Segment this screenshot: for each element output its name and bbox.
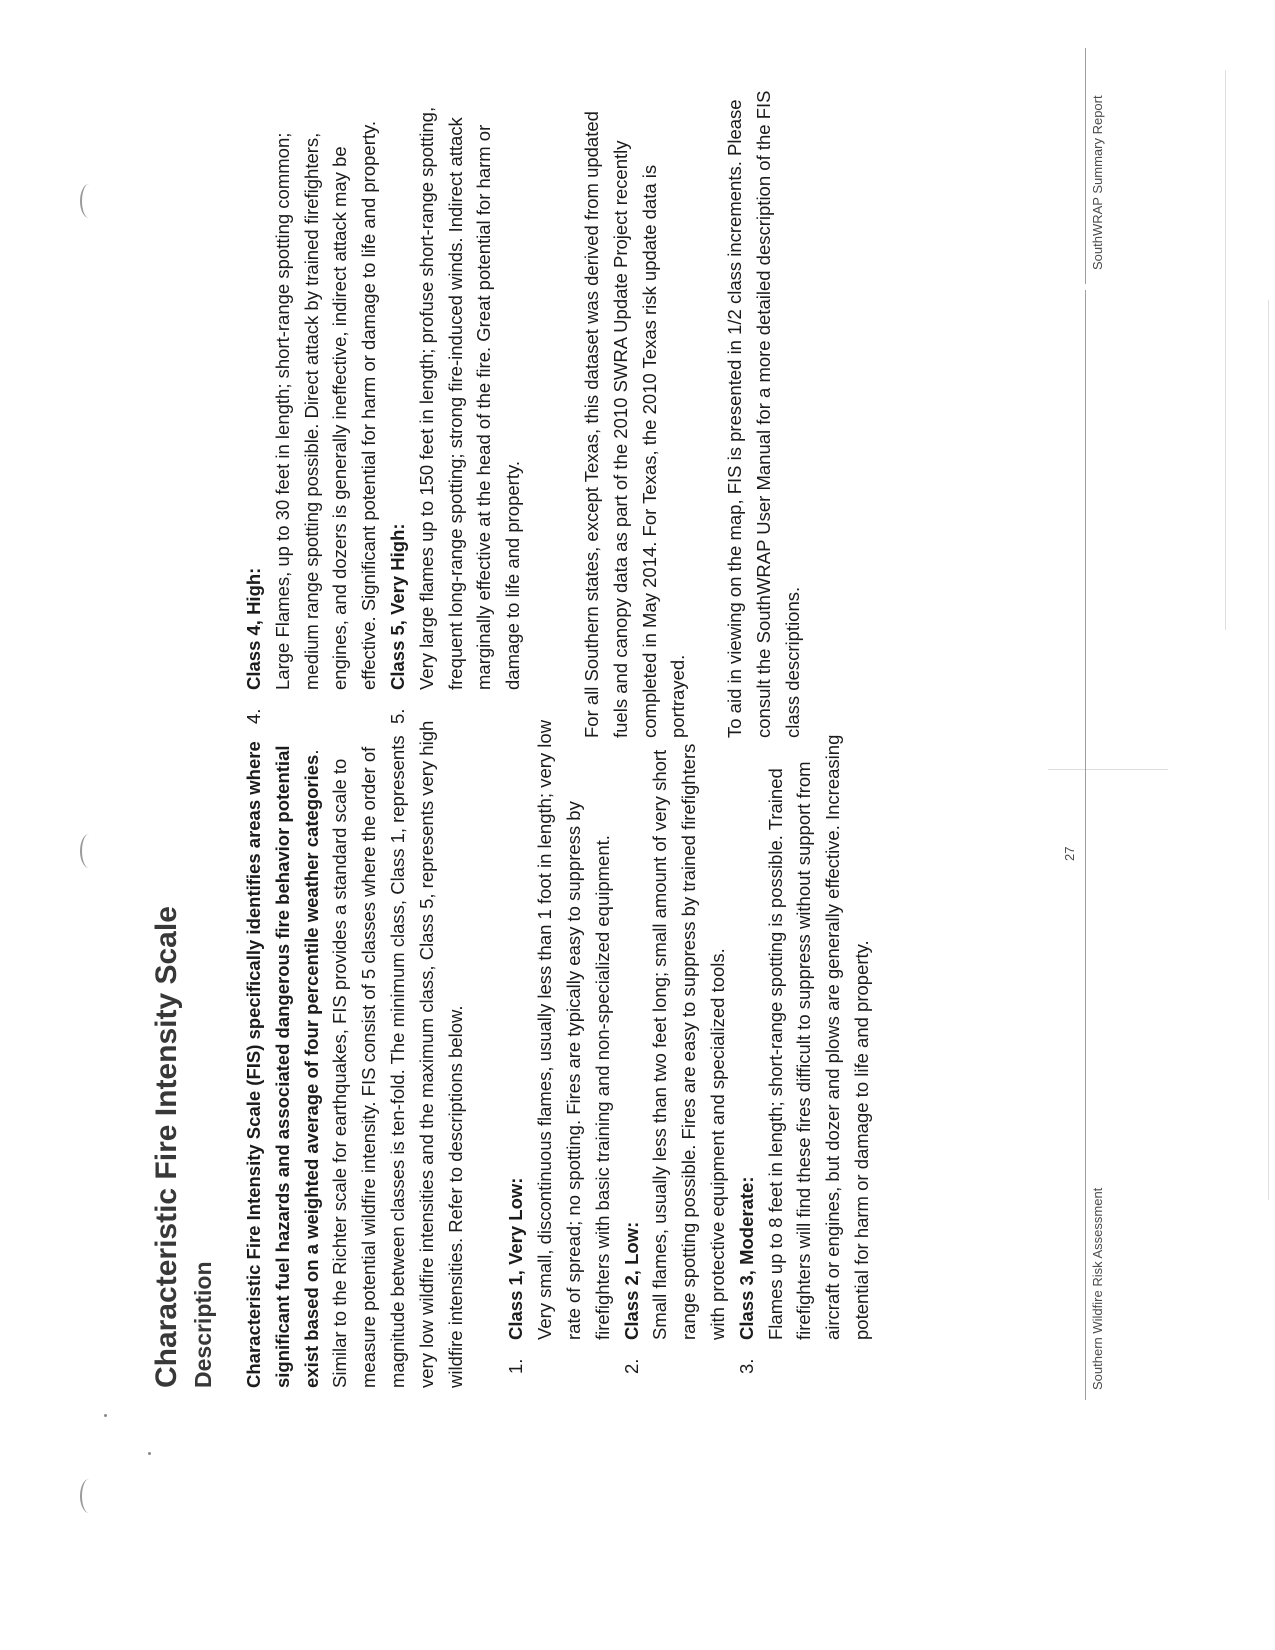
footer-rule-left <box>1085 290 1086 1400</box>
footer-right-label: SouthWRAP Summary Report <box>1090 95 1105 270</box>
list-number: 3. <box>735 1358 757 1374</box>
class-title: Class 2, Low: <box>620 1221 642 1340</box>
data-source-paragraph: For all Southern states, except Texas, this dataset was derived from updated fuels and canopy data as part of the 2010 SWRA Update Project recently completed in May 2014. For Texas, the 2010 Texas risk update data is portrayed. <box>580 111 689 738</box>
class-title: Class 1, Very Low: <box>505 1177 527 1340</box>
right-column <box>240 83 808 738</box>
scan-edge-line <box>1268 300 1269 1200</box>
scan-speck <box>148 1452 151 1455</box>
list-number: 1. <box>505 1358 527 1374</box>
scan-edge-line <box>1225 70 1226 630</box>
fis-class-list <box>502 716 876 1388</box>
footer-rule-right <box>1085 48 1086 284</box>
class-description: Small flames, usually less than two feet long; small amount of very short range spotting possible. Fires are easy to suppress by trained firefighters with protective equipment and specialized tools. <box>649 743 728 1340</box>
class-description: Flames up to 8 feet in length; short-range spotting is possible. Trained firefighters will find these fires difficult to suppress without support from aircraft or engines, but dozer and plows are generally effective. Increasing potential for harm or damage to life and property. <box>764 734 872 1340</box>
page-title: Characteristic Fire Intensity Scale <box>150 906 183 1388</box>
left-column <box>240 716 877 1388</box>
section-heading: Description <box>190 1261 216 1388</box>
footer-left-label: Southern Wildfire Risk Assessment <box>1090 1187 1105 1390</box>
list-item <box>240 83 384 738</box>
binder-hole-mark <box>80 184 98 218</box>
intro-paragraph <box>240 716 470 1388</box>
class-title: Class 4, High: <box>243 567 264 690</box>
class-title: Class 5, Very High: <box>386 523 408 690</box>
fis-class-list-continued <box>240 83 528 738</box>
list-item <box>502 716 617 1388</box>
scan-edge-line <box>1048 769 1168 770</box>
binder-hole-mark <box>80 834 98 868</box>
class-description: Very small, discontinuous flames, usually less than 1 foot in length; very low rate of spread; no spotting. Fires are typically easy to suppress by firefighters with basic training and non-specialized equipment. <box>534 719 613 1340</box>
list-item <box>733 716 877 1388</box>
intro-text: . Similar to the Richter scale for earthquakes, FIS provides a standard scale to measure potential wildfire intensity. FIS consist of 5 classes where the order of magnitude between classes is ten-fold. The minimum class, Class 1, represents very low wildfire intensities and the maximum class, Class 5, represents very high wildfire intensities. Refer to descriptions below. <box>300 720 466 1388</box>
list-item <box>384 83 528 738</box>
map-viewing-paragraph: To aid in viewing on the map, FIS is presented in 1/2 class increments. Please consult the SouthWRAP User Manual for a more detailed description of the FIS class descriptions. <box>724 90 803 738</box>
list-item <box>618 716 733 1388</box>
list-number: 5. <box>386 708 408 724</box>
scan-speck <box>104 1414 107 1417</box>
list-number: 2. <box>620 1358 642 1374</box>
intro-bold-lead: Characteristic Fire Intensity Scale (FIS) specifically identifies areas where significant fuel hazards and associated dangerous fire behavior potential exist based on a weighted average of four percentile weather categories <box>243 741 322 1388</box>
list-number: 4. <box>243 708 264 724</box>
page-number: 27 <box>1062 846 1077 861</box>
class-title: Class 3, Moderate: <box>735 1176 757 1340</box>
binder-hole-mark <box>80 1479 98 1513</box>
class-description: Large Flames, up to 30 feet in length; short-range spotting common; medium range spotting possible. Direct attack by trained firefighters, engines, and dozers is generally ineffective, indirect attack may be effective. Significant potential for harm or damage to life and property. <box>271 120 380 690</box>
class-description: Very large flames up to 150 feet in length; profuse short-range spotting, frequent long-range spotting; strong fire-induced winds. Indirect attack marginally effective at the head of the fire. Great potential for harm or damage to life and property. <box>415 106 524 690</box>
